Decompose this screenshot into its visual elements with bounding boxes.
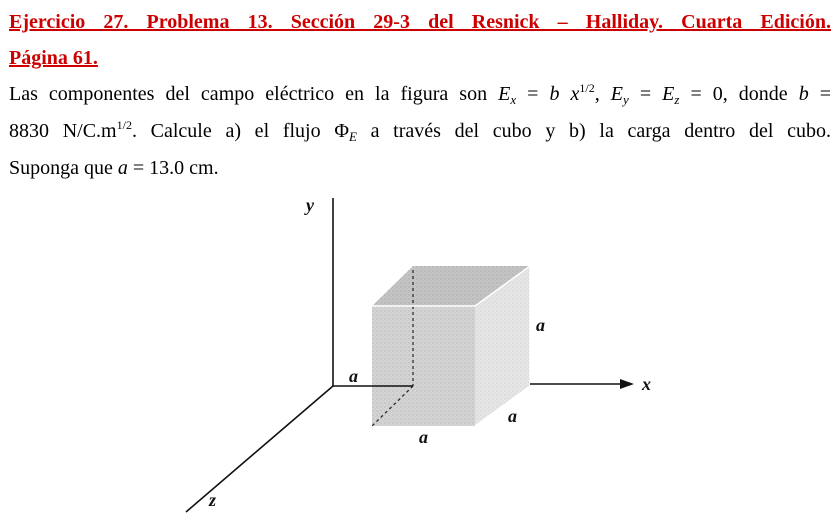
cube-edge-label-depth: a xyxy=(508,406,517,426)
cube-figure xyxy=(0,190,840,525)
problem-statement xyxy=(9,76,831,187)
heading-line-2: Página 61. xyxy=(9,47,98,69)
x-axis-arrow xyxy=(620,379,634,389)
exercise-heading xyxy=(9,4,831,76)
x-axis-label: x xyxy=(642,374,651,394)
statement-line-3: Suponga que a = 13.0 cm. xyxy=(9,157,219,179)
cube-edge-label-bottom: a xyxy=(419,427,428,447)
z-axis-label: z xyxy=(209,490,217,510)
y-axis-label: y xyxy=(306,195,314,215)
statement-line-2: 8830 $N/C.m^{1/2}$. Calcule a) el flujo $\Phi_E$ a través del cubo y b) la carga dentro del cubo. xyxy=(9,118,832,144)
heading-line-1: Ejercicio 27. Problema 13. Sección 29-3 del Resnick – Halliday. Cuarta Edición. xyxy=(9,11,831,33)
statement-line-1: Las componentes del campo eléctrico en la figura son $E_x = b$ $x^{1/2}$, $E_y = E_z = 0$, donde b = xyxy=(9,81,832,107)
cube-front-texture xyxy=(372,306,475,426)
cube-edge-label-vertical: a xyxy=(536,315,545,335)
axis-segment-label: a xyxy=(349,366,358,386)
